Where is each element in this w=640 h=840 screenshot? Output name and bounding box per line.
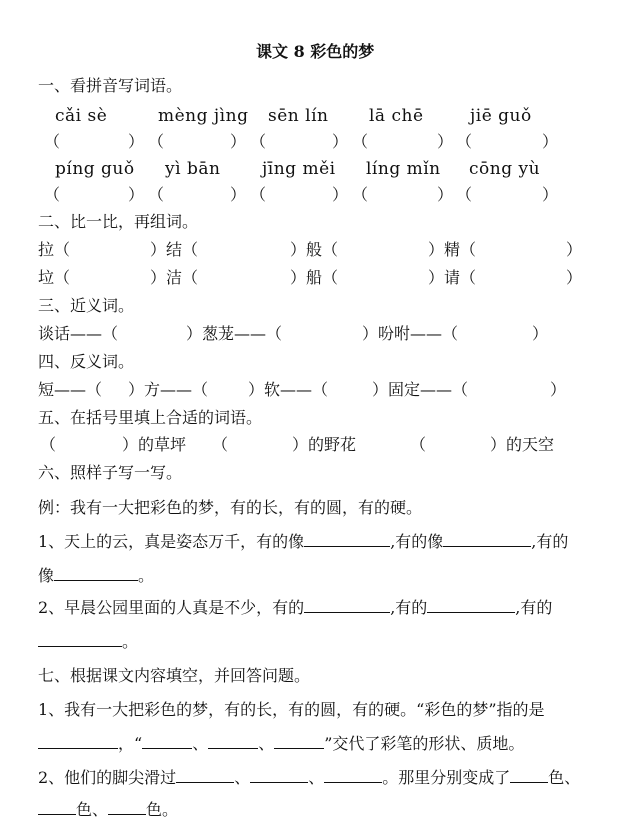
synonym-item: ）葱茏——（ — [186, 324, 283, 343]
paren-open: （ — [44, 185, 61, 204]
compare-char: ）船（ — [290, 268, 339, 287]
blank-line[interactable] — [427, 598, 515, 613]
antonym-item: ）软——（ — [248, 380, 329, 399]
compare-char: 拉（ — [38, 240, 71, 259]
paren-close: ） — [332, 132, 349, 151]
antonym-item: 短——（ — [38, 380, 103, 399]
paren-close: ） — [437, 132, 454, 151]
paren-open: （ — [148, 185, 165, 204]
paren-close: ） — [542, 185, 559, 204]
compare-char: ）请（ — [428, 268, 477, 287]
blank-line[interactable] — [142, 734, 192, 749]
compare-char: ）洁（ — [150, 268, 199, 287]
pinyin-item: yì bān — [165, 159, 221, 179]
blank-line[interactable] — [176, 768, 234, 783]
paren-open: （ — [250, 132, 267, 151]
paren-close: ） — [437, 185, 454, 204]
section-4-heading: 四、反义词。 — [38, 352, 135, 371]
fill-phrase: ）的天空 — [490, 435, 555, 454]
paren-close: ） — [542, 132, 559, 151]
blank-line[interactable] — [38, 800, 76, 815]
paren-close: ） — [230, 132, 247, 151]
fill-paren: （ — [40, 435, 57, 454]
blank-line[interactable] — [510, 768, 548, 783]
compare-char: ）般（ — [290, 240, 339, 259]
question-7-1: 1、我有一大把彩色的梦，有的长，有的圆，有的硬。“彩色的梦”指的是 — [38, 700, 545, 719]
compare-char: ） — [566, 240, 583, 259]
blank-line[interactable] — [250, 768, 308, 783]
paren-open: （ — [44, 132, 61, 151]
fill-paren: （ — [410, 435, 427, 454]
question-6-1-cont: 像 。 — [38, 566, 155, 585]
antonym-item: ）方——（ — [128, 380, 209, 399]
question-6-2: 2、早晨公园里面的人真是不少，有的 ,有的 ,有的 — [38, 598, 553, 617]
fill-phrase: ）的野花 — [292, 435, 357, 454]
blank-line[interactable] — [38, 632, 122, 647]
synonym-item: ） — [532, 324, 549, 343]
synonym-item: 谈话——（ — [38, 324, 119, 343]
paren-close: ） — [332, 185, 349, 204]
blank-line[interactable] — [38, 734, 118, 749]
section-3-heading: 三、近义词。 — [38, 296, 135, 315]
section-6-heading: 六、照样子写一写。 — [38, 463, 183, 482]
pinyin-item: jīng měi — [262, 159, 336, 179]
pinyin-item: cǎi sè — [55, 106, 108, 126]
blank-line[interactable] — [208, 734, 258, 749]
pinyin-item: lā chē — [369, 106, 424, 126]
paren-open: （ — [148, 132, 165, 151]
fill-paren: （ — [212, 435, 229, 454]
compare-char: ）结（ — [150, 240, 199, 259]
question-6-2-cont: 。 — [38, 632, 138, 652]
question-7-1-cont: ，“ 、 、 ”交代了彩笔的形状、质地。 — [38, 734, 524, 754]
pinyin-item: cōng yù — [469, 159, 541, 179]
antonym-item: ）固定——（ — [372, 380, 469, 399]
blank-line[interactable] — [304, 532, 390, 547]
example-sentence: 例：我有一大把彩色的梦，有的长，有的圆，有的硬。 — [38, 498, 423, 517]
pinyin-item: líng mǐn — [366, 159, 441, 179]
paren-close: ） — [128, 185, 145, 204]
paren-open: （ — [250, 185, 267, 204]
page-title: 课文 8 彩色的梦 — [256, 42, 375, 61]
pinyin-item: píng guǒ — [55, 159, 135, 179]
fill-phrase: ）的草坪 — [122, 435, 187, 454]
compare-char: ）精（ — [428, 240, 477, 259]
question-7-2-cont: 色、 色。 — [38, 800, 178, 820]
pinyin-item: sēn lín — [268, 106, 329, 126]
blank-line[interactable] — [54, 566, 138, 581]
antonym-item: ） — [550, 380, 567, 399]
paren-open: （ — [456, 185, 473, 204]
blank-line[interactable] — [443, 532, 531, 547]
question-7-2: 2、他们的脚尖滑过 、 、 。那里分别变成了 色、 — [38, 768, 581, 787]
section-5-heading: 五、在括号里填上合适的词语。 — [38, 408, 263, 427]
section-1-heading: 一、看拼音写词语。 — [38, 76, 183, 95]
section-7-heading: 七、根据课文内容填空，并回答问题。 — [38, 666, 311, 685]
paren-close: ） — [230, 185, 247, 204]
section-2-heading: 二、比一比，再组词。 — [38, 212, 199, 231]
pinyin-item: jiē guǒ — [470, 106, 532, 126]
compare-char: ） — [566, 268, 583, 287]
blank-line[interactable] — [108, 800, 146, 815]
paren-open: （ — [352, 132, 369, 151]
blank-line[interactable] — [304, 598, 390, 613]
question-6-1: 1、天上的云，真是姿态万千，有的像 ,有的像 ,有的 — [38, 532, 569, 551]
paren-close: ） — [128, 132, 145, 151]
blank-line[interactable] — [274, 734, 324, 749]
pinyin-item: mèng jìng — [158, 106, 249, 126]
blank-line[interactable] — [324, 768, 382, 783]
compare-char: 垃（ — [38, 268, 71, 287]
synonym-item: ）吩咐——（ — [362, 324, 459, 343]
paren-open: （ — [456, 132, 473, 151]
paren-open: （ — [352, 185, 369, 204]
